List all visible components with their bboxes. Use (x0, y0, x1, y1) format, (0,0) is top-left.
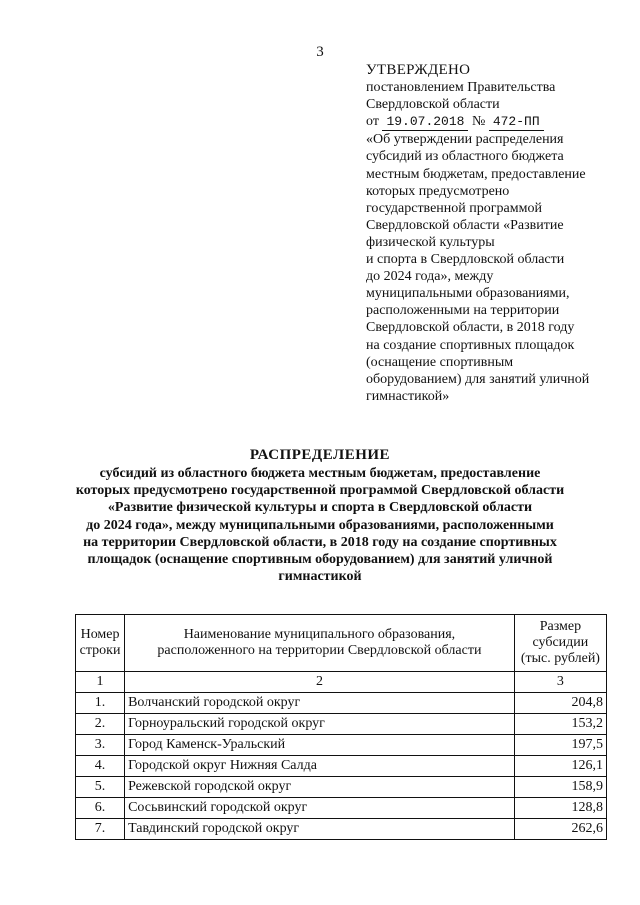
approval-line: постановлением Правительства (366, 80, 556, 96)
table-row (76, 777, 607, 798)
header-text: (тыс. рублей) (520, 651, 600, 666)
row-number: 1. (76, 693, 125, 714)
header-text: расположенного на территории Свердловской области (157, 643, 482, 658)
subtitle-line: на территории Свердловской области, в 2018 году на создание спортивных (83, 534, 557, 550)
document-title: РАСПРЕДЕЛЕНИЕ (249, 447, 391, 463)
table-row (76, 798, 607, 819)
header-text: Номер (80, 627, 120, 642)
approval-line: Свердловской области (366, 97, 500, 113)
date-prefix: от (366, 114, 379, 130)
subsidy-amount: 197,5 (514, 735, 606, 756)
approval-block (366, 62, 626, 405)
approval-title-line: муниципальными образованиями, (366, 286, 570, 302)
approval-title-line: «Об утверждении распределения (366, 132, 564, 148)
header-text: Размер (539, 619, 582, 634)
approval-title-line: гимнастикой» (366, 388, 450, 404)
subsidy-amount: 128,8 (514, 798, 606, 819)
row-number: 2. (76, 714, 125, 735)
approval-title-line: Свердловской области, в 2018 году (366, 320, 575, 336)
table-row (76, 735, 607, 756)
municipality-name: Сосьвинский городской округ (125, 798, 515, 819)
subtitle-line: площадок (оснащение спортивным оборудованием) для занятий уличной (87, 552, 553, 568)
page-number: 3 (316, 44, 324, 60)
municipality-name: Тавдинский городской округ (125, 819, 515, 840)
municipality-name: Городской округ Нижняя Салда (125, 756, 515, 777)
approval-title-line: Свердловской области «Развитие (366, 217, 564, 233)
subsidy-amount: 126,1 (514, 756, 606, 777)
approval-title-line: которых предусмотрено (366, 183, 510, 199)
row-number: 5. (76, 777, 125, 798)
approval-title-line: субсидий из областного бюджета (366, 149, 564, 165)
header-text: субсидии (532, 635, 589, 650)
document-subtitle (60, 465, 580, 585)
subtitle-line: «Развитие физической культуры и спорта в Свердловской области (107, 500, 533, 516)
subsidy-amount: 158,9 (514, 777, 606, 798)
column-index: 1 (76, 672, 125, 693)
subtitle-line: гимнастикой (278, 569, 362, 585)
column-index-row (76, 672, 607, 693)
approval-title-line: и спорта в Свердловской области (366, 252, 565, 268)
approval-title-line: физической культуры (366, 234, 495, 250)
subtitle-line: субсидий из областного бюджета местным бюджетам, предоставление (99, 466, 541, 481)
subsidy-amount: 204,8 (514, 693, 606, 714)
approval-title-line: на создание спортивных площадок (366, 337, 575, 353)
subsidy-amount: 153,2 (514, 714, 606, 735)
table-row (76, 714, 607, 735)
table-row (76, 819, 607, 840)
approval-title-line: расположенными на территории (366, 303, 560, 319)
header-text: Наименование муниципального образования, (183, 627, 456, 642)
approval-title-line: местным бюджетам, предоставление (366, 166, 586, 182)
table-header-row (76, 615, 607, 672)
approval-title-line: оборудованием) для занятий уличной (366, 371, 590, 387)
approval-number: 472-ПП (489, 113, 544, 131)
header-row-number (76, 615, 125, 672)
row-number: 3. (76, 735, 125, 756)
subsidy-amount: 262,6 (514, 819, 606, 840)
subtitle-line: которых предусмотрено государственной программой Свердловской области (75, 483, 565, 499)
approval-title-line: государственной программой (366, 200, 542, 216)
header-text: строки (79, 643, 121, 658)
table-row (76, 756, 607, 777)
column-index: 3 (514, 672, 606, 693)
approval-heading: УТВЕРЖДЕНО (366, 62, 471, 78)
number-sign: № (471, 114, 486, 130)
municipality-name: Волчанский городской округ (125, 693, 515, 714)
row-number: 4. (76, 756, 125, 777)
table-row (76, 693, 607, 714)
row-number: 7. (76, 819, 125, 840)
municipality-name: Режевской городской округ (125, 777, 515, 798)
municipality-name: Горноуральский городской округ (125, 714, 515, 735)
column-index: 2 (125, 672, 515, 693)
approval-title-line: до 2024 года», между (366, 269, 494, 285)
subtitle-line: до 2024 года», между муниципальными образованиями, расположенными (86, 517, 554, 533)
document-heading (60, 446, 580, 585)
header-subsidy (514, 615, 606, 672)
header-municipality (125, 615, 515, 672)
approval-title-line: (оснащение спортивным (366, 354, 514, 370)
approval-date-line (366, 113, 626, 131)
distribution-table (75, 614, 607, 840)
municipality-name: Город Каменск-Уральский (125, 735, 515, 756)
approval-date: 19.07.2018 (382, 113, 468, 131)
row-number: 6. (76, 798, 125, 819)
